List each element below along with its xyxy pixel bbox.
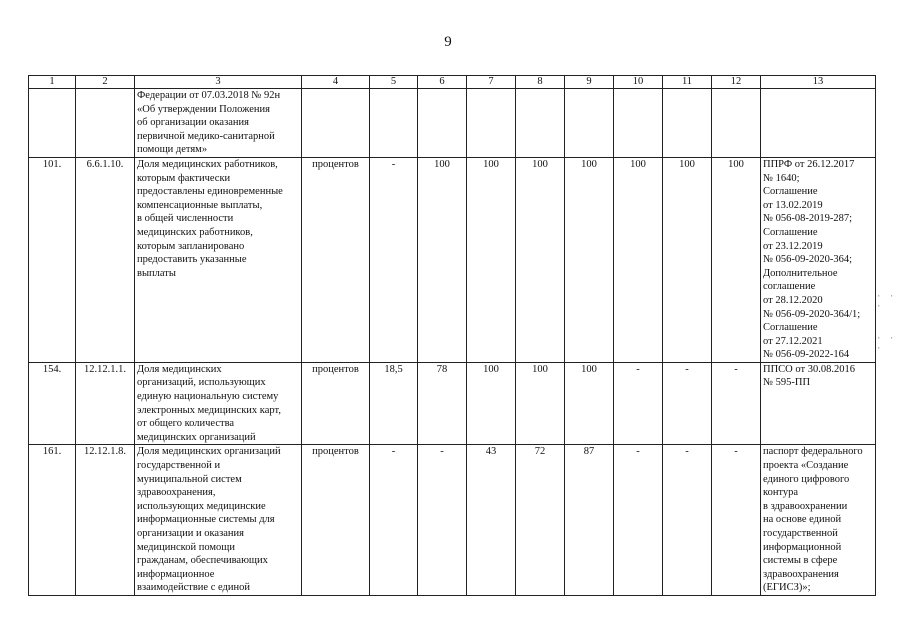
- table-cell: [467, 89, 516, 158]
- value-cell: -: [614, 445, 663, 596]
- value-cell: -: [663, 362, 712, 445]
- value-cell: 100: [712, 157, 761, 362]
- scan-artifact: · · ·: [876, 292, 896, 312]
- table-cell: [761, 89, 876, 158]
- value-cell: 100: [663, 157, 712, 362]
- value-cell: -: [712, 362, 761, 445]
- value-cell: 100: [516, 157, 565, 362]
- basis-text: ППСО от 30.08.2016 № 595-ПП: [763, 363, 855, 389]
- value-cell: 43: [467, 445, 516, 596]
- indicator-code: 12.12.1.8.: [76, 445, 135, 596]
- table-cell: [29, 89, 76, 158]
- column-header: 6: [418, 76, 467, 89]
- table-cell: [614, 89, 663, 158]
- value-cell: -: [663, 445, 712, 596]
- column-number-row: [29, 76, 876, 89]
- column-header: 7: [467, 76, 516, 89]
- value-cell: 100: [467, 157, 516, 362]
- value-cell: 100: [516, 362, 565, 445]
- value-cell: -: [712, 445, 761, 596]
- value-cell: 100: [467, 362, 516, 445]
- table-cell: [370, 89, 418, 158]
- table-cell: [302, 89, 370, 158]
- table-row: [29, 157, 876, 362]
- table-cell: [418, 89, 467, 158]
- value-cell: -: [614, 362, 663, 445]
- basis-cell: [761, 445, 876, 596]
- indicator-name: Доля медицинских организаций, использующих единую национальную систему электронных медицинских карт, от общего количества медицинских организаций: [137, 363, 281, 443]
- column-header: 9: [565, 76, 614, 89]
- value-cell: 87: [565, 445, 614, 596]
- value-cell: -: [370, 445, 418, 596]
- indicator-table: [28, 75, 876, 596]
- row-number: 101.: [29, 157, 76, 362]
- unit-cell: процентов: [302, 362, 370, 445]
- value-cell: 78: [418, 362, 467, 445]
- basis-text: паспорт федерального проекта «Создание единого цифрового контура в здравоохранении на основе единой государственной информационной системы в сфере здравоохранения (ЕГИСЗ)»;: [763, 446, 863, 594]
- value-cell: 100: [418, 157, 467, 362]
- indicator-code: 12.12.1.1.: [76, 362, 135, 445]
- column-header: 1: [29, 76, 76, 89]
- indicator-name: Федерации от 07.03.2018 № 92н «Об утверждении Положения об организации оказания первичной медико-санитарной помощи детям»: [137, 90, 281, 156]
- table-cell: [663, 89, 712, 158]
- value-cell: 100: [614, 157, 663, 362]
- table-cell: [565, 89, 614, 158]
- value-cell: 100: [565, 157, 614, 362]
- value-cell: 18,5: [370, 362, 418, 445]
- indicator-name-cell: [135, 445, 302, 596]
- row-number: 161.: [29, 445, 76, 596]
- scan-artifact: · · ·: [876, 334, 896, 354]
- unit-cell: процентов: [302, 157, 370, 362]
- column-header: 8: [516, 76, 565, 89]
- column-header: 3: [135, 76, 302, 89]
- indicator-name-cell: [135, 157, 302, 362]
- indicator-code: 6.6.1.10.: [76, 157, 135, 362]
- page-number: 9: [444, 34, 452, 50]
- column-header: 11: [663, 76, 712, 89]
- column-header: 13: [761, 76, 876, 89]
- basis-text: ППРФ от 26.12.2017 № 1640; Соглашение от 13.02.2019 № 056-08-2019-287; Соглашение от 23.12.2019 № 056-09-2020-364; Дополнительное соглашение от 28.12.2020 № 056-09-2020-364/1; Соглашение от 27.12.2021 № 056-09-2022-164: [763, 158, 861, 361]
- table-cell: [712, 89, 761, 158]
- table-cell: [516, 89, 565, 158]
- basis-cell: [761, 157, 876, 362]
- indicator-name-cell: [135, 89, 302, 158]
- basis-cell: [761, 362, 876, 445]
- value-cell: 100: [565, 362, 614, 445]
- column-header: 10: [614, 76, 663, 89]
- table-row: [29, 445, 876, 596]
- table-cell: [76, 89, 135, 158]
- column-header: 4: [302, 76, 370, 89]
- column-header: 2: [76, 76, 135, 89]
- row-number: 154.: [29, 362, 76, 445]
- indicator-name: Доля медицинских работников, которым фактически предоставлены единовременные компенсационные выплаты, в общей численности медицинских работников, которым запланировано предоставить указанные выплаты: [137, 158, 283, 279]
- table-row: [29, 362, 876, 445]
- table-row-continuation: [29, 89, 876, 158]
- unit-cell: процентов: [302, 445, 370, 596]
- indicator-name-cell: [135, 362, 302, 445]
- value-cell: -: [370, 157, 418, 362]
- column-header: 12: [712, 76, 761, 89]
- indicator-name: Доля медицинских организаций государственной и муниципальной систем здравоохранения, использующих медицинские информационные системы для организации и оказания медицинской помощи гражданам, обеспечивающих информационное взаимодействие с единой: [137, 446, 281, 594]
- value-cell: 72: [516, 445, 565, 596]
- column-header: 5: [370, 76, 418, 89]
- value-cell: -: [418, 445, 467, 596]
